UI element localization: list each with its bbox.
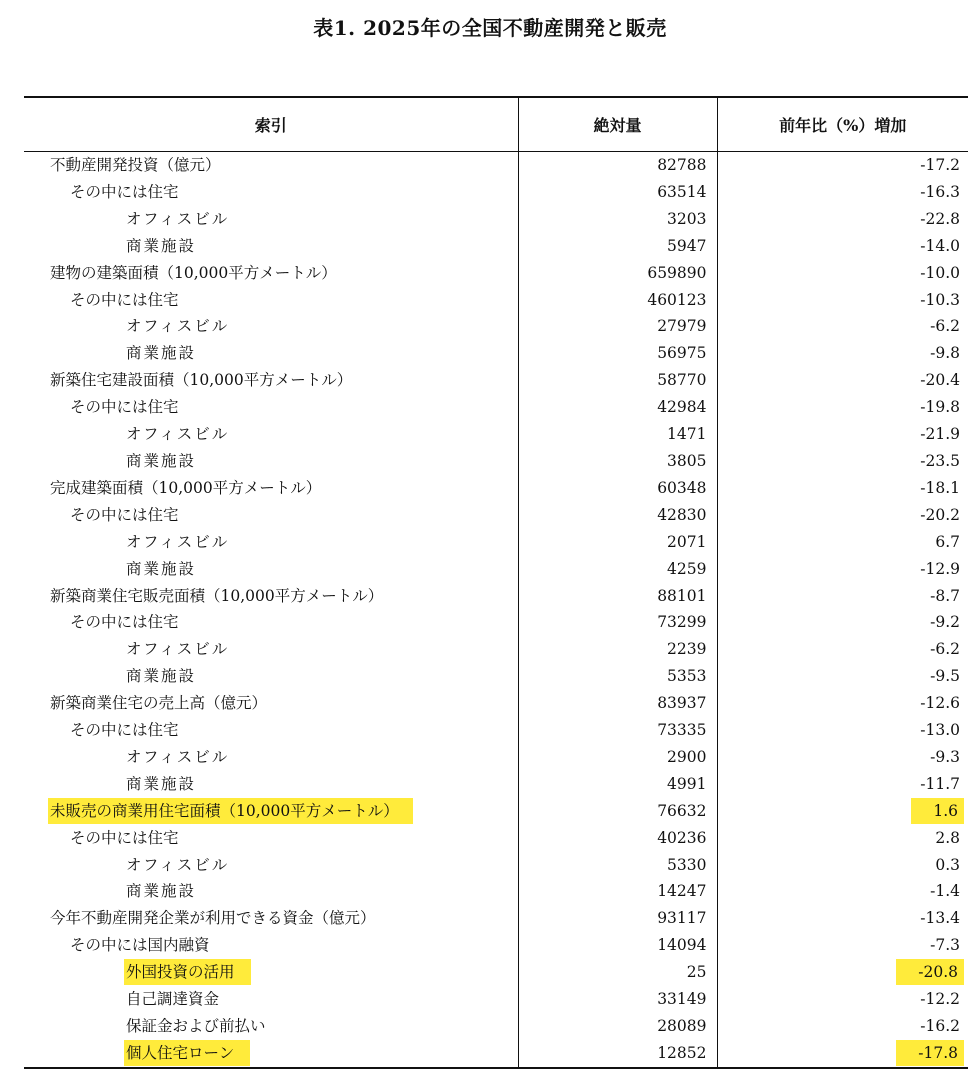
table-row: [24, 448, 968, 475]
yoy-cell: [717, 529, 968, 556]
header-yoy: 前年比（%）増加: [717, 97, 968, 152]
absolute-value: 5330: [518, 852, 717, 879]
absolute-value: 659890: [518, 260, 717, 287]
absolute-value: 1471: [518, 421, 717, 448]
row-label-cell: [24, 1040, 518, 1068]
table-body: [24, 152, 968, 1068]
yoy-value: -13.0: [920, 721, 960, 740]
yoy-cell: [717, 717, 968, 744]
row-label-cell: [24, 206, 518, 233]
absolute-value: 2071: [518, 529, 717, 556]
yoy-value: -22.8: [920, 209, 960, 228]
yoy-cell: [717, 260, 968, 287]
row-label-cell: [24, 233, 518, 260]
absolute-value: 2239: [518, 636, 717, 663]
row-label-cell: [24, 798, 518, 825]
row-label: オフィスビル: [126, 317, 230, 336]
yoy-value: -20.2: [920, 505, 960, 524]
yoy-value: -17.8: [896, 1040, 964, 1066]
yoy-cell: [717, 583, 968, 610]
yoy-value: 1.6: [911, 798, 964, 824]
yoy-cell: [717, 206, 968, 233]
absolute-value: 5947: [518, 233, 717, 260]
row-label: 商業施設: [126, 559, 197, 578]
absolute-value: 73335: [518, 717, 717, 744]
yoy-value: -20.4: [920, 371, 960, 390]
row-label-cell: [24, 340, 518, 367]
yoy-cell: [717, 825, 968, 852]
absolute-value: 14247: [518, 878, 717, 905]
yoy-cell: [717, 663, 968, 690]
yoy-value: -6.2: [930, 317, 960, 336]
header-index: 索引: [24, 97, 518, 152]
absolute-value: 33149: [518, 986, 717, 1013]
yoy-cell: [717, 152, 968, 179]
table-row: [24, 206, 968, 233]
yoy-value: -16.3: [920, 182, 960, 201]
absolute-value: 3203: [518, 206, 717, 233]
row-label-cell: [24, 287, 518, 314]
yoy-cell: [717, 1013, 968, 1040]
yoy-cell: [717, 690, 968, 717]
row-label: 個人住宅ローン: [124, 1040, 250, 1066]
yoy-value: -16.2: [920, 1017, 960, 1035]
absolute-value: 12852: [518, 1040, 717, 1068]
absolute-value: 58770: [518, 367, 717, 394]
row-label-cell: [24, 1013, 518, 1040]
row-label: その中には住宅: [70, 182, 179, 201]
row-label-cell: [24, 529, 518, 556]
row-label: 今年不動産開発企業が利用できる資金（億元）: [50, 909, 376, 928]
row-label: オフィスビル: [126, 209, 230, 228]
table-row: [24, 583, 968, 610]
row-label: 外国投資の活用: [124, 959, 251, 985]
row-label: その中には住宅: [70, 290, 179, 309]
row-label-cell: [24, 852, 518, 879]
yoy-value: -23.5: [920, 451, 960, 470]
absolute-value: 56975: [518, 340, 717, 367]
yoy-value: -11.7: [920, 774, 960, 793]
row-label: オフィスビル: [126, 747, 230, 766]
row-label-cell: [24, 179, 518, 206]
row-label-cell: [24, 502, 518, 529]
absolute-value: 5353: [518, 663, 717, 690]
table-row: [24, 1013, 968, 1040]
table-row: [24, 287, 968, 314]
absolute-value: 25: [518, 959, 717, 986]
absolute-value: 42830: [518, 502, 717, 529]
row-label: 商業施設: [126, 882, 197, 901]
yoy-value: -1.4: [930, 882, 960, 901]
yoy-cell: [717, 287, 968, 314]
table-row: [24, 852, 968, 879]
absolute-value: 88101: [518, 583, 717, 610]
row-label: 商業施設: [126, 774, 197, 793]
table-row: [24, 825, 968, 852]
row-label: オフィスビル: [126, 425, 230, 444]
row-label: 商業施設: [126, 451, 197, 470]
page-title: 表1. 2025年の全国不動産開発と販売: [313, 16, 667, 40]
table-row: [24, 690, 968, 717]
yoy-value: -6.2: [930, 640, 960, 659]
table-row: [24, 556, 968, 583]
real-estate-table: [24, 96, 968, 1069]
yoy-cell: [717, 394, 968, 421]
row-label-cell: [24, 475, 518, 502]
table-row: [24, 905, 968, 932]
data-table-container: [24, 96, 968, 1069]
yoy-value: 2.8: [935, 828, 960, 847]
yoy-value: -10.0: [920, 263, 960, 282]
table-row: [24, 529, 968, 556]
table-row: [24, 233, 968, 260]
row-label: 建物の建築面積（10,000平方メートル）: [50, 263, 337, 282]
row-label-cell: [24, 583, 518, 610]
row-label-cell: [24, 986, 518, 1013]
yoy-value: -14.0: [920, 236, 960, 255]
row-label: その中には住宅: [70, 613, 179, 632]
row-label: 新築商業住宅の売上高（億元）: [50, 694, 268, 713]
absolute-value: 73299: [518, 609, 717, 636]
yoy-cell: [717, 878, 968, 905]
row-label: その中には国内融資: [70, 936, 210, 955]
yoy-cell: [717, 475, 968, 502]
yoy-cell: [717, 932, 968, 959]
row-label: その中には住宅: [70, 828, 179, 847]
row-label-cell: [24, 717, 518, 744]
row-label: 不動産開発投資（億元）: [50, 156, 221, 174]
absolute-value: 82788: [518, 152, 717, 179]
row-label-cell: [24, 663, 518, 690]
yoy-value: -12.9: [920, 559, 960, 578]
yoy-cell: [717, 905, 968, 932]
row-label-cell: [24, 932, 518, 959]
yoy-value: -18.1: [920, 478, 960, 497]
absolute-value: 460123: [518, 287, 717, 314]
row-label: オフィスビル: [126, 855, 230, 874]
yoy-cell: [717, 744, 968, 771]
absolute-value: 3805: [518, 448, 717, 475]
yoy-cell: [717, 367, 968, 394]
row-label-cell: [24, 152, 518, 179]
absolute-value: 40236: [518, 825, 717, 852]
yoy-value: -21.9: [920, 425, 960, 444]
row-label-cell: [24, 421, 518, 448]
yoy-value: -9.2: [930, 613, 960, 632]
table-header-row: [24, 97, 968, 152]
table-row: [24, 959, 968, 986]
yoy-cell: [717, 771, 968, 798]
table-row: [24, 179, 968, 206]
row-label: 商業施設: [126, 667, 197, 686]
yoy-cell: [717, 1040, 968, 1068]
table-row: [24, 636, 968, 663]
row-label-cell: [24, 959, 518, 986]
row-label-cell: [24, 878, 518, 905]
yoy-cell: [717, 179, 968, 206]
yoy-value: -17.2: [920, 156, 960, 174]
row-label-cell: [24, 825, 518, 852]
yoy-cell: [717, 959, 968, 986]
table-row: [24, 152, 968, 179]
row-label: 完成建築面積（10,000平方メートル）: [50, 478, 322, 497]
table-row: [24, 394, 968, 421]
yoy-value: -7.3: [930, 936, 960, 955]
absolute-value: 4991: [518, 771, 717, 798]
row-label: 商業施設: [126, 236, 197, 255]
absolute-value: 14094: [518, 932, 717, 959]
row-label-cell: [24, 394, 518, 421]
yoy-cell: [717, 986, 968, 1013]
yoy-value: 6.7: [935, 532, 960, 551]
yoy-value: -9.8: [930, 344, 960, 363]
yoy-cell: [717, 798, 968, 825]
yoy-cell: [717, 502, 968, 529]
yoy-value: -12.6: [920, 694, 960, 713]
row-label-cell: [24, 609, 518, 636]
yoy-cell: [717, 233, 968, 260]
yoy-value: -12.2: [920, 990, 960, 1009]
row-label: その中には住宅: [70, 721, 179, 740]
absolute-value: 4259: [518, 556, 717, 583]
yoy-cell: [717, 421, 968, 448]
table-row: [24, 932, 968, 959]
yoy-value: -20.8: [896, 959, 964, 985]
absolute-value: 2900: [518, 744, 717, 771]
absolute-value: 63514: [518, 179, 717, 206]
table-row: [24, 340, 968, 367]
table-row: [24, 260, 968, 287]
yoy-value: -8.7: [930, 586, 960, 605]
yoy-value: -10.3: [920, 290, 960, 309]
row-label: 未販売の商業用住宅面積（10,000平方メートル）: [48, 798, 413, 824]
row-label: 商業施設: [126, 344, 197, 363]
absolute-value: 27979: [518, 313, 717, 340]
yoy-value: -19.8: [920, 398, 960, 417]
yoy-cell: [717, 340, 968, 367]
table-row: [24, 717, 968, 744]
row-label: その中には住宅: [70, 398, 179, 417]
absolute-value: 76632: [518, 798, 717, 825]
row-label-cell: [24, 905, 518, 932]
row-label: オフィスビル: [126, 640, 230, 659]
absolute-value: 28089: [518, 1013, 717, 1040]
table-row: [24, 421, 968, 448]
yoy-cell: [717, 852, 968, 879]
absolute-value: 83937: [518, 690, 717, 717]
table-row: [24, 502, 968, 529]
row-label: オフィスビル: [126, 532, 230, 551]
row-label: その中には住宅: [70, 505, 179, 524]
header-absolute: 絶対量: [518, 97, 717, 152]
table-row: [24, 744, 968, 771]
yoy-value: -9.3: [930, 747, 960, 766]
table-row: [24, 663, 968, 690]
table-row: [24, 798, 968, 825]
yoy-cell: [717, 313, 968, 340]
table-row: [24, 986, 968, 1013]
row-label-cell: [24, 690, 518, 717]
table-row: [24, 367, 968, 394]
absolute-value: 93117: [518, 905, 717, 932]
row-label: 新築商業住宅販売面積（10,000平方メートル）: [50, 586, 384, 605]
table-row: [24, 313, 968, 340]
yoy-cell: [717, 609, 968, 636]
yoy-value: -9.5: [930, 667, 960, 686]
row-label-cell: [24, 448, 518, 475]
yoy-cell: [717, 448, 968, 475]
row-label: 新築住宅建設面積（10,000平方メートル）: [50, 371, 353, 390]
yoy-value: 0.3: [935, 855, 960, 874]
yoy-cell: [717, 636, 968, 663]
row-label-cell: [24, 367, 518, 394]
table-row: [24, 878, 968, 905]
table-row: [24, 609, 968, 636]
table-row: [24, 475, 968, 502]
row-label-cell: [24, 556, 518, 583]
absolute-value: 42984: [518, 394, 717, 421]
row-label-cell: [24, 771, 518, 798]
yoy-cell: [717, 556, 968, 583]
row-label: 保証金および前払い: [126, 1017, 266, 1035]
row-label-cell: [24, 260, 518, 287]
row-label-cell: [24, 636, 518, 663]
row-label: 自己調達資金: [126, 990, 220, 1009]
table-row: [24, 771, 968, 798]
yoy-value: -13.4: [920, 909, 960, 928]
row-label-cell: [24, 313, 518, 340]
row-label-cell: [24, 744, 518, 771]
absolute-value: 60348: [518, 475, 717, 502]
table-row: [24, 1040, 968, 1068]
